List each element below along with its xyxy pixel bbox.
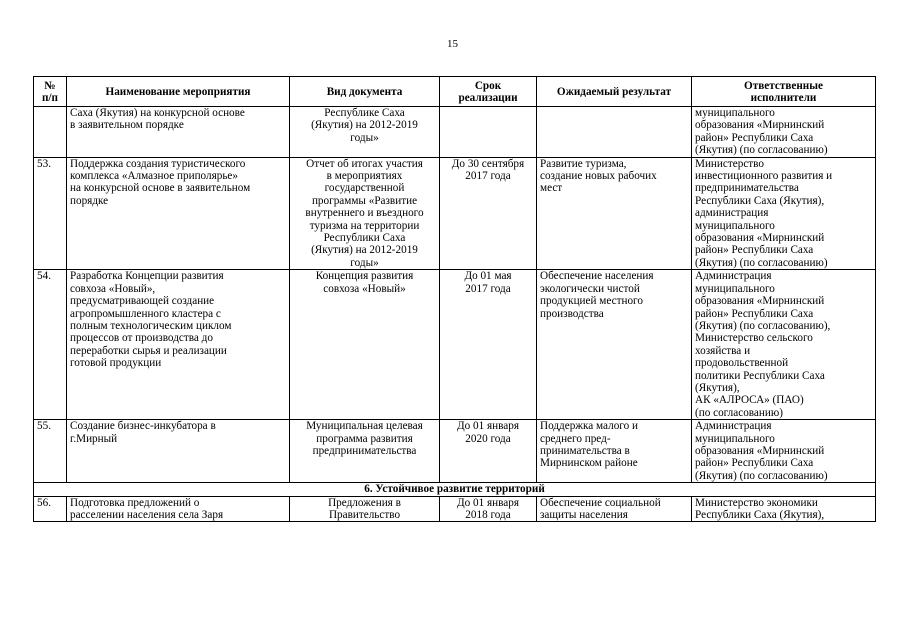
cell-name: Подготовка предложений о расселении населения села Заря [67, 496, 290, 522]
table-row [34, 496, 876, 522]
cell-result: Обеспечение социальной защиты населения [537, 496, 692, 522]
cell-doc-type: Республике Саха (Якутия) на 2012-2019 годы» [290, 107, 440, 158]
cell-term: До 01 января 2018 года [440, 496, 537, 522]
cell-doc-type: Предложения в Правительство [290, 496, 440, 522]
cell-responsible: Министерство экономики Республики Саха (Якутия), [692, 496, 876, 522]
cell-term: До 30 сентября 2017 года [440, 157, 537, 270]
cell-name: Разработка Концепции развития совхоза «Новый», предусматривающей создание агропромышленного кластера с полным технологическим циклом процессов от производства до переработки сырья и реализации готовой продукции [67, 270, 290, 420]
cell-result: Обеспечение населения экологически чистой продукцией местного производства [537, 270, 692, 420]
table-row [34, 157, 876, 270]
table-row [34, 270, 876, 420]
table-row [34, 107, 876, 158]
cell-responsible: Администрация муниципального образования «Мирнинский район» Республики Саха (Якутия) (по согласованию), Министерство сельского хозяйства и продовольственной политики Республики Саха (Якутия), АК «АЛРОСА» (ПАО) (по согласованию) [692, 270, 876, 420]
cell-name: Поддержка создания туристического комплекса «Алмазное приполярье» на конкурсной основе в заявительном порядке [67, 157, 290, 270]
cell-doc-type: Концепция развития совхоза «Новый» [290, 270, 440, 420]
section-title: 6. Устойчивое развитие территорий [34, 483, 876, 496]
page-number: 15 [447, 38, 458, 50]
cell-doc-type: Муниципальная целевая программа развития предпринимательства [290, 420, 440, 483]
cell-num: 55. [34, 420, 67, 483]
cell-num: 53. [34, 157, 67, 270]
table-row [34, 420, 876, 483]
cell-responsible: Администрация муниципального образования «Мирнинский район» Республики Саха (Якутия) (по согласованию) [692, 420, 876, 483]
header-doc-type: Вид документа [290, 77, 440, 107]
cell-doc-type: Отчет об итогах участия в мероприятиях государственной программы «Развитие внутреннего и въездного туризма на территории Республики Саха (Якутия) на 2012-2019 годы» [290, 157, 440, 270]
measures-table [33, 76, 876, 522]
cell-term: До 01 января 2020 года [440, 420, 537, 483]
cell-num [34, 107, 67, 158]
cell-num: 56. [34, 496, 67, 522]
header-num: № п/п [34, 77, 67, 107]
cell-result [537, 107, 692, 158]
table-header-row [34, 77, 876, 107]
header-name: Наименование мероприятия [67, 77, 290, 107]
header-term: Срок реализации [440, 77, 537, 107]
cell-responsible: Министерство инвестиционного развития и предпринимательства Республики Саха (Якутия), администрация муниципального образования «Мирнинский район» Республики Саха (Якутия) (по согласованию) [692, 157, 876, 270]
header-responsible: Ответственные исполнители [692, 77, 876, 107]
cell-result: Развитие туризма, создание новых рабочих мест [537, 157, 692, 270]
cell-name: Создание бизнес-инкубатора в г.Мирный [67, 420, 290, 483]
cell-term: До 01 мая 2017 года [440, 270, 537, 420]
cell-name: Саха (Якутия) на конкурсной основе в заявительном порядке [67, 107, 290, 158]
cell-responsible: муниципального образования «Мирнинский район» Республики Саха (Якутия) (по согласованию) [692, 107, 876, 158]
section-row [34, 483, 876, 496]
cell-term [440, 107, 537, 158]
cell-result: Поддержка малого и среднего пред- принимательства в Мирнинском районе [537, 420, 692, 483]
cell-num: 54. [34, 270, 67, 420]
header-result: Ожидаемый результат [537, 77, 692, 107]
